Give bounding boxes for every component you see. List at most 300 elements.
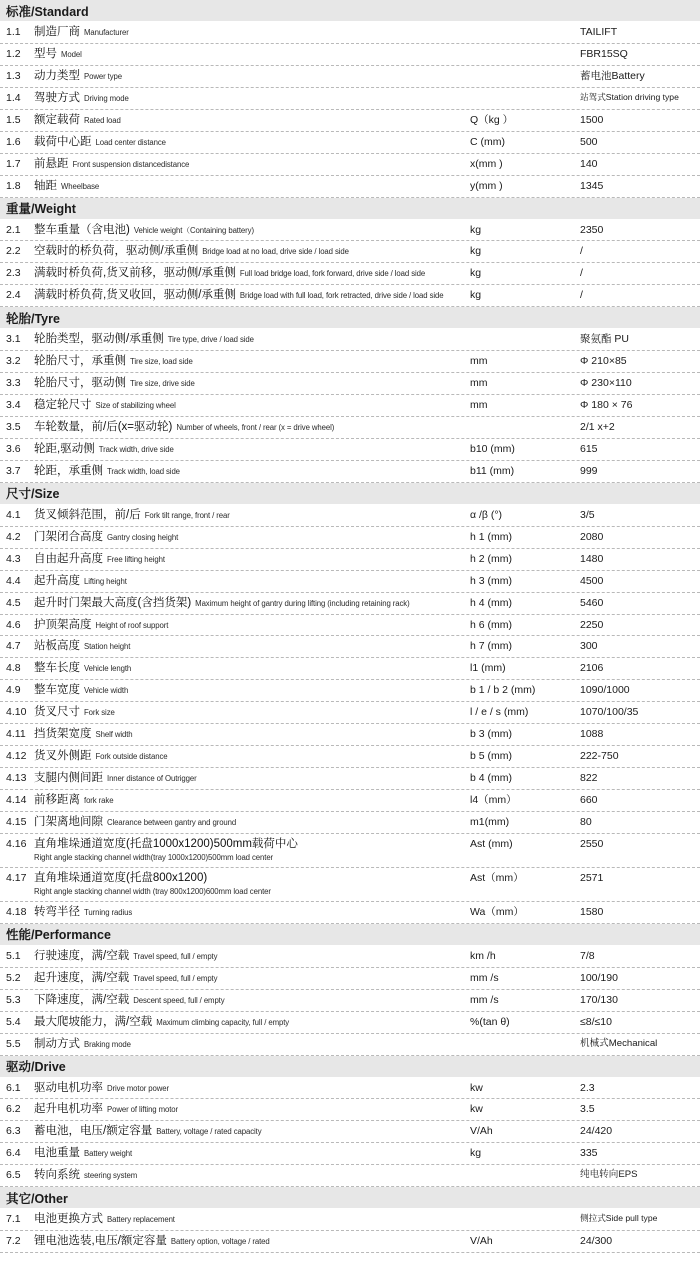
row-label-cn: 轮距,驱动侧 [34,442,95,455]
row-label [34,176,470,197]
row-label-cn: 前移距离 [34,794,80,806]
spec-row [0,990,700,1012]
row-unit: h 6 (mm) [470,618,512,631]
row-unit: m1(mm) [470,815,510,828]
row-number: 3.5 [6,421,21,433]
spec-row [0,22,700,44]
row-label [34,812,470,833]
spec-row [0,680,700,702]
row-value: 1070/100/35 [580,706,639,719]
spec-row [0,154,700,176]
row-label-en: Drive motor power [107,1083,169,1093]
spec-row [0,636,700,658]
row-label-en: Size of stabilizing wheel [95,401,176,411]
spec-row [0,746,700,768]
spec-row [0,1078,700,1100]
row-number: 1.4 [6,91,21,104]
row-number: 2.4 [6,289,21,302]
row-value: ≤8/≤10 [580,1015,612,1028]
row-label [34,746,470,767]
row-unit: kg [470,223,482,236]
row-unit: mm [470,355,488,368]
spec-row [0,373,700,395]
row-label-en: Bridge load with full load, fork retracted, drive side / load side [239,291,444,301]
row-label-cn: 转弯半径 [34,905,80,918]
row-value: 2350 [580,223,604,236]
row-number: 3.7 [6,464,21,477]
row-unit: V/Ah [470,1125,493,1138]
row-value: 1088 [580,728,604,741]
row-unit: b 4 (mm) [470,772,512,785]
row-value: 615 [580,442,598,455]
row-label [34,1078,470,1099]
row-value: 140 [580,157,598,170]
row-number: 4.13 [6,772,27,785]
row-number: 4.14 [6,794,27,806]
row-label-cn: 下降速度，满/空载 [34,993,130,1006]
row-label-cn: 额定载荷 [34,113,80,126]
row-unit [470,88,580,109]
row-number: 4.12 [6,750,27,763]
row-unit: b10 (mm) [470,442,515,455]
row-unit: Q（kg ） [470,113,514,126]
row-label [34,154,470,175]
spec-row [0,461,700,483]
spec-row [0,351,700,373]
spec-row [0,66,700,88]
spec-row [0,285,700,307]
row-label-cn: 起升速度，满/空载 [34,971,130,984]
row-label-cn: 整车长度 [34,662,80,675]
row-label-cn: 电池更换方式 [34,1213,103,1226]
row-label-en: Power type [84,71,123,81]
row-label [34,615,470,636]
row-unit: l1 (mm) [470,662,506,675]
row-label [34,724,470,745]
row-label-en: Clearance between gantry and ground [107,817,237,827]
row-label-en: Vehicle width [84,686,129,696]
row-label [34,1099,470,1120]
row-unit [470,1209,580,1230]
row-value: 2550 [580,837,604,850]
row-value: 机械式Mechanical [580,1037,658,1049]
row-label-en: Lifting height [84,576,127,586]
row-label [34,1034,470,1055]
spec-row [0,946,700,968]
spec-row [0,1099,700,1121]
row-label-en: Number of wheels, front / rear (x = drive wheel) [176,423,335,432]
row-label-en: Track width, drive side [98,444,174,454]
row-label [34,461,470,482]
row-label-en: Travel speed, full / empty [133,951,218,961]
row-label-en: Free lifting height [107,554,165,564]
row-unit: h 1 (mm) [470,530,512,543]
row-unit: %(tan θ) [470,1015,510,1028]
row-unit: y(mm ) [470,179,503,192]
row-number: 3.3 [6,377,21,390]
row-label-en: Front suspension distancedistance [72,159,190,169]
row-unit: Ast (mm) [470,837,513,850]
row-number: 1.2 [6,47,21,60]
row-label-en: Station height [84,642,131,652]
row-number: 4.9 [6,684,21,697]
row-value: 3/5 [580,508,595,521]
row-label [34,351,470,372]
row-unit: kg [470,289,482,302]
row-value: Φ 210×85 [580,355,627,368]
spec-row [0,1209,700,1231]
row-label-en: Vehicle weight（Containing battery) [133,225,254,235]
section-header: 轮胎/Tyre [0,307,700,329]
row-value: 2571 [580,871,604,884]
row-label-cn: 整车宽度 [34,684,80,697]
row-value: Φ 180 × 76 [580,399,633,412]
spec-row [0,549,700,571]
row-label-cn: 蓄电池，电压/额定容量 [34,1125,153,1138]
row-number: 4.1 [6,508,21,521]
spec-row [0,417,700,439]
row-number: 2.2 [6,245,21,258]
row-label-en: Rated load [84,115,121,125]
row-label [34,658,470,679]
row-number: 4.6 [6,618,21,631]
spec-row [0,88,700,110]
row-label-en: Right angle stacking channel width (tray 800x1200)600mm load center [34,886,271,896]
row-unit: x(mm ) [470,157,503,170]
row-label-cn: 空载时的桥负荷，驱动侧/承重侧 [34,245,199,258]
row-label-en: Travel speed, full / empty [133,973,218,983]
row-label-en: Full load bridge load, fork forward, drive side / load side [239,269,426,279]
row-label-en: Fork outside distance [95,752,168,762]
row-label [34,968,470,989]
section-header: 重量/Weight [0,198,700,220]
row-value: 4500 [580,574,604,587]
row-label-cn: 起升电机功率 [34,1103,103,1116]
section-header: 性能/Performance [0,924,700,946]
spec-row [0,615,700,637]
row-unit: α /β (°) [470,508,503,521]
row-label-en: Shelf width [95,730,133,740]
section-header: 标准/Standard [0,0,700,22]
spec-row [0,176,700,198]
row-label [34,549,470,570]
row-value: 100/190 [580,971,618,984]
row-label-en: fork rake [84,796,114,805]
row-value: 2250 [580,618,604,631]
row-label-cn: 满载时桥负荷,货叉前移，驱动侧/承重侧 [34,267,236,280]
row-value: Φ 230×110 [580,377,632,390]
row-number: 5.1 [6,949,21,962]
row-value: 500 [580,135,598,148]
row-label [34,439,470,460]
row-label [34,285,470,306]
spec-row [0,702,700,724]
row-number: 5.2 [6,971,21,984]
row-label-cn: 轮距，承重侧 [34,464,103,477]
row-number: 1.7 [6,157,21,170]
row-label [34,946,470,967]
row-label-cn: 货叉外侧距 [34,750,92,763]
row-label-en: Descent speed, full / empty [133,995,225,1005]
row-unit: kw [470,1103,483,1116]
row-label-en: Track width, load side [107,466,180,476]
row-label-cn: 载荷中心距 [34,135,92,148]
row-number: 2.3 [6,267,21,280]
row-label-cn: 制动方式 [34,1037,80,1050]
row-label-cn: 货叉倾斜范围，前/后 [34,508,141,521]
row-unit: h 4 (mm) [470,596,512,609]
row-label-en: Gantry closing height [107,532,179,542]
row-number: 1.1 [6,26,21,38]
row-label-en: Power of lifting motor [107,1105,179,1115]
row-unit: h 7 (mm) [470,640,512,653]
spec-row [0,329,700,351]
row-label [34,1231,470,1252]
row-number: 4.17 [6,871,27,884]
spec-row [0,241,700,263]
row-value: 24/300 [580,1235,613,1248]
row-label [34,263,470,284]
spec-row [0,968,700,990]
row-label-cn: 制造厂商 [34,26,80,38]
spec-row [0,1034,700,1056]
row-label-cn: 轴距 [34,179,57,192]
row-unit: mm [470,399,488,412]
spec-row [0,1012,700,1034]
row-label [34,527,470,548]
row-number: 6.2 [6,1103,21,1116]
row-label-cn: 最大爬坡能力，满/空载 [34,1015,153,1028]
row-unit [470,417,580,438]
row-unit: h 2 (mm) [470,552,512,565]
row-label-cn: 直角堆垛通道宽度(托盘1000x1200)500mm载荷中心 [34,837,298,850]
row-unit: b 3 (mm) [470,728,512,741]
row-label-cn: 轮胎尺寸，驱动侧 [34,377,126,390]
row-label-en: Battery weight [84,1149,133,1159]
row-label-en: Wheelbase [61,181,100,191]
row-label-en: Braking mode [84,1039,131,1049]
row-label-en: Model [61,49,82,59]
row-label-en: Battery, voltage / rated capacity [156,1127,262,1137]
row-number: 1.3 [6,69,21,82]
row-value: TAILIFT [580,26,618,38]
row-value: 2.3 [580,1081,595,1094]
row-unit [470,329,580,350]
row-unit: l / e / s (mm) [470,706,529,719]
row-label-en: Manufacturer [84,28,129,37]
row-number: 6.5 [6,1169,21,1182]
row-value: 侧拉式Side pull type [580,1213,658,1224]
row-value: 1580 [580,905,604,918]
row-label [34,902,470,923]
row-value: 660 [580,794,598,806]
row-value: 纯电转向EPS [580,1169,638,1181]
row-label-cn: 型号 [34,47,57,60]
row-label [34,571,470,592]
row-unit: kw [470,1081,483,1094]
spec-row [0,768,700,790]
row-number: 3.2 [6,355,21,368]
row-label-cn: 自由起升高度 [34,552,103,565]
row-label [34,1143,470,1164]
row-label-cn: 稳定轮尺寸 [34,399,92,412]
row-label [34,680,470,701]
row-value: 170/130 [580,993,618,1006]
row-label-cn: 门架闭合高度 [34,530,103,543]
row-label [34,44,470,65]
row-label [34,395,470,416]
row-value: 聚氨酯 PU [580,333,630,346]
row-unit: mm [470,377,488,390]
row-unit: b 1 / b 2 (mm) [470,684,536,697]
row-value: 站驾式Station driving type [580,91,679,102]
section-header: 其它/Other [0,1187,700,1209]
row-label-cn: 驱动电机功率 [34,1081,103,1094]
row-label-cn: 门架离地间隙 [34,815,103,828]
row-label [34,1012,470,1033]
row-number: 5.3 [6,993,21,1006]
spec-row [0,110,700,132]
row-label [34,241,470,262]
spec-row [0,790,700,812]
row-number: 3.6 [6,442,21,455]
row-number: 4.11 [6,728,26,741]
row-label-cn: 站板高度 [34,640,80,653]
row-number: 4.16 [6,837,27,850]
row-unit: mm /s [470,971,499,984]
row-value: 1345 [580,179,604,192]
row-label [34,868,470,901]
section-header: 驱动/Drive [0,1056,700,1078]
row-label-en: Right angle stacking channel width(tray 1000x1200)500mm load center [34,852,274,862]
spec-row [0,395,700,417]
row-label [34,1209,470,1230]
row-label-cn: 支腿内侧间距 [34,772,103,785]
row-value: 24/420 [580,1125,613,1138]
row-number: 4.3 [6,552,21,565]
spec-row [0,132,700,154]
row-number: 4.7 [6,640,21,653]
spec-row [0,812,700,834]
row-label [34,88,470,109]
row-number: 7.2 [6,1235,21,1248]
spec-row [0,1165,700,1187]
row-value: 1090/1000 [580,684,630,697]
row-label [34,110,470,131]
row-value: 1480 [580,552,604,565]
row-value: 2106 [580,662,604,675]
row-number: 6.1 [6,1081,21,1094]
spec-row [0,571,700,593]
spec-row [0,658,700,680]
spec-row [0,868,700,902]
row-number: 1.6 [6,135,21,148]
row-number: 4.8 [6,662,21,675]
row-number: 4.18 [6,905,27,918]
spec-row [0,220,700,242]
spec-row [0,834,700,868]
row-label-cn: 起升时门架最大高度(含挡货架) [34,596,192,609]
row-unit: kg [470,1147,482,1160]
row-label-en: Fork tilt range, front / rear [144,510,230,520]
spec-row [0,1121,700,1143]
row-label [34,417,470,438]
row-label-en: Tire type, drive / load side [167,335,254,345]
row-unit [470,1165,580,1186]
row-label [34,22,470,43]
row-value: / [580,289,583,302]
row-unit [470,66,580,87]
row-number: 4.2 [6,530,21,543]
row-label-en: Tire size, load side [130,357,193,367]
row-unit: b 5 (mm) [470,750,512,763]
row-label-en: Fork size [84,708,115,718]
row-label [34,373,470,394]
row-unit: Ast（mm） [470,871,524,884]
row-number: 4.15 [6,815,27,828]
row-value: 80 [580,815,592,828]
row-value: 822 [580,772,598,785]
row-value: 3.5 [580,1103,595,1116]
row-label-en: Battery option, voltage / rated [170,1237,270,1247]
row-label-cn: 轮胎尺寸，承重侧 [34,355,126,368]
row-label-cn: 行驶速度，满/空载 [34,949,130,962]
row-label-en: Maximum height of gantry during lifting (including retaining rack) [195,598,410,608]
spec-row [0,1143,700,1165]
row-number: 3.4 [6,399,21,412]
row-value: 222-750 [580,750,619,763]
row-number: 4.10 [6,706,27,719]
row-label-en: Inner distance of Outrigger [107,774,197,784]
row-value: / [580,245,583,258]
row-value: 5460 [580,596,604,609]
row-number: 5.4 [6,1015,21,1028]
row-value: 999 [580,464,598,477]
row-value: FBR15SQ [580,47,628,60]
row-unit: C (mm) [470,135,505,148]
spec-row [0,724,700,746]
row-label-cn: 轮胎类型，驱动侧/承重侧 [34,333,164,346]
row-unit [470,1034,580,1055]
row-label [34,790,470,811]
spec-row [0,902,700,924]
row-unit: mm /s [470,993,499,1006]
row-value: 300 [580,640,598,653]
row-value: 蓄电池Battery [580,69,645,82]
row-label [34,636,470,657]
row-value: 2080 [580,530,604,543]
row-label-cn: 电池重量 [34,1147,80,1160]
section-header: 尺寸/Size [0,483,700,505]
row-label [34,768,470,789]
row-label-en: Driving mode [84,93,129,103]
row-label-cn: 整车重量（含电池) [34,223,130,236]
row-number: 1.8 [6,179,21,192]
row-label [34,834,470,867]
row-number: 6.3 [6,1125,21,1138]
row-label-cn: 转向系统 [34,1169,80,1182]
row-label-cn: 锂电池选装,电压/额定容量 [34,1235,167,1248]
row-label-cn: 挡货架宽度 [34,728,92,741]
row-label-en: Bridge load at no load, drive side / load side [202,247,349,257]
row-label [34,1121,470,1142]
row-label-cn: 满载时桥负荷,货叉收回，驱动侧/承重侧 [34,289,236,302]
row-label-en: steering system [84,1171,138,1181]
row-label-en: Height of roof support [95,620,169,630]
row-number: 1.5 [6,113,21,126]
row-label [34,702,470,723]
row-label-en: Battery replacement [107,1215,175,1225]
